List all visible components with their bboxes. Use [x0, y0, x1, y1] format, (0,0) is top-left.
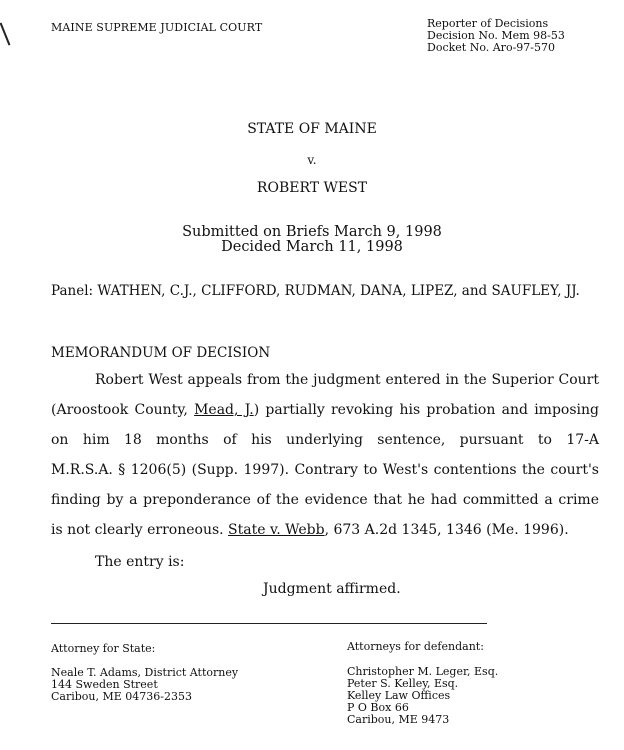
body-line: on him 18 months of his underlying sentence, pursuant to 17-A	[51, 432, 599, 448]
attorney-line: Caribou, ME 9473	[347, 713, 450, 726]
body-text: , 673 A.2d 1345, 1346 (Me. 1996).	[324, 522, 569, 538]
judge-name: Mead, J.	[194, 402, 254, 418]
body-line	[51, 402, 599, 418]
decision-number: Decision No. Mem 98-53	[427, 29, 565, 42]
divider	[51, 623, 487, 624]
state-attorney-heading: Attorney for State:	[51, 642, 156, 655]
body-line: M.R.S.A. § 1206(5) (Supp. 1997). Contrary to West's contentions the court's	[51, 462, 599, 478]
versus: v.	[307, 153, 317, 167]
attorney-line: Peter S. Kelley, Esq.	[347, 677, 459, 690]
case-citation: State v. Webb	[228, 522, 325, 538]
state-attorney-block	[51, 667, 238, 703]
defendant: ROBERT WEST	[256, 180, 368, 196]
body-line: Robert West appeals from the judgment entered in the Superior Court	[95, 372, 599, 388]
attorney-line: 144 Sweden Street	[51, 678, 158, 691]
attorney-line: Caribou, ME 04736-2353	[51, 690, 192, 703]
panel: Panel: WATHEN, C.J., CLIFFORD, RUDMAN, DANA, LIPEZ, and SAUFLEY, JJ.	[51, 283, 580, 299]
body-text: (Aroostook County,	[51, 402, 195, 418]
attorney-line: Neale T. Adams, District Attorney	[51, 666, 239, 679]
reporter-info	[427, 18, 565, 54]
plaintiff: STATE OF MAINE	[247, 121, 377, 137]
memo-heading: MEMORANDUM OF DECISION	[51, 345, 271, 361]
margin-pen-mark	[0, 22, 10, 45]
attorney-line: P O Box 66	[347, 701, 409, 714]
body-line: finding by a preponderance of the evidence that he had committed a crime	[51, 492, 599, 508]
entry-label: The entry is:	[95, 554, 185, 570]
attorney-line: Kelley Law Offices	[347, 689, 451, 702]
body-text: ) partially revoking his probation and imposing	[253, 402, 599, 418]
decided-date: Decided March 11, 1998	[221, 239, 403, 255]
reporter-line: Reporter of Decisions	[427, 17, 549, 30]
submitted-date: Submitted on Briefs March 9, 1998	[182, 224, 442, 240]
defendant-attorney-heading: Attorneys for defendant:	[347, 640, 484, 653]
attorney-line: Christopher M. Leger, Esq.	[347, 665, 499, 678]
court-name: MAINE SUPREME JUDICIAL COURT	[51, 21, 263, 34]
body-line	[51, 522, 599, 538]
defendant-attorney-block	[347, 666, 498, 726]
docket-number: Docket No. Aro-97-570	[427, 41, 555, 54]
judgment: Judgment affirmed.	[263, 581, 401, 597]
body-text: is not clearly erroneous.	[51, 522, 229, 538]
